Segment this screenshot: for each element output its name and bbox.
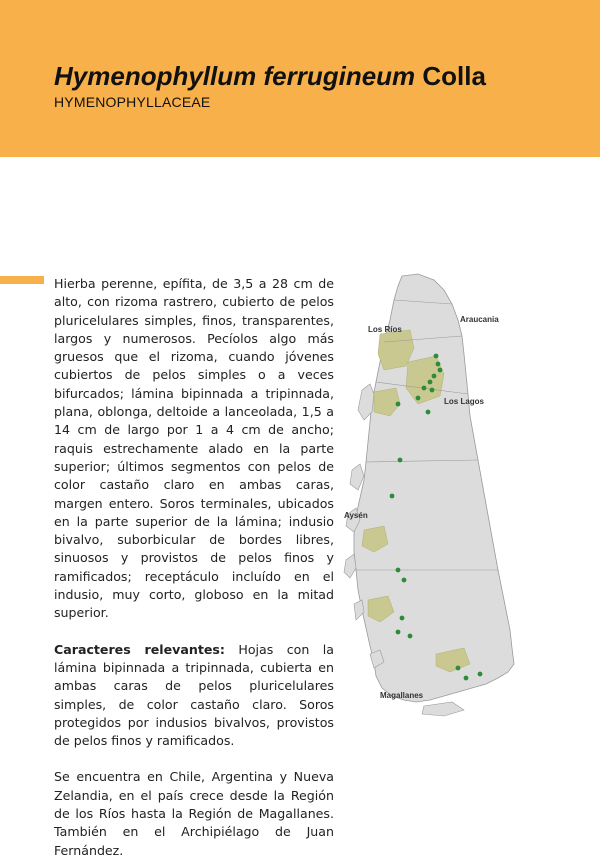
map-label-araucania: Araucania [460, 315, 499, 324]
header-band [0, 0, 600, 157]
page-title [54, 60, 486, 92]
section-accent-bar [0, 276, 44, 284]
distribution-map [340, 270, 520, 720]
species-name: Hymenophyllum ferrugineum [54, 61, 416, 91]
relevant-characters-text: Hojas con la lámina bipinnada a tripinnada, cubierta en ambas caras de pelos pluricelulares simples, de color castaño claro. Soros protegidos por indusios bivalvos, provistos de pelos finos y ramificados. [54, 641, 334, 749]
relevant-characters-paragraph [54, 641, 334, 751]
family-name: HYMENOPHYLLACEAE [54, 94, 211, 110]
description-column [54, 275, 334, 860]
map-label-aysen: Aysén [344, 511, 368, 520]
map-label-los-rios: Los Ríos [368, 325, 402, 334]
map-label-magallanes: Magallanes [380, 691, 424, 700]
relevant-characters-label: Caracteres relevantes: [54, 641, 225, 657]
distribution-paragraph: Se encuentra en Chile, Argentina y Nueva Zelandia, en el país crece desde la Región de los Ríos hasta la Región de Magallanes. También en el Archipiélago de Juan Fernández. [54, 769, 334, 858]
map-svg [340, 270, 520, 720]
description-paragraph: Hierba perenne, epífita, de 3,5 a 28 cm de alto, con rizoma rastrero, cubierto de pelos pluricelulares simples, finos, transparentes, largos y numerosos. Pecíolos algo más gruesos que el rizoma, cuando jóvenes cubiertos de pelos simples o a veces bifurcados; lámina bipinnada a tripinnada, plana, oblonga, deltoide a lanceolada, 1,5 a 14 cm de largo por 1 a 4 cm de ancho; raquis estrechamente alado en la parte superior; últimos segmentos con pelos de color castaño claro en ambas caras, margen entero. Soros terminales, ubicados en la parte superior de la lámina; indusio bivalvo, suborbicular de bordes libres, sinuosos y provistos de pelos finos y ramificados; receptáculo incluído en el indusio, muy corto, globoso en la mitad superior. [54, 276, 334, 621]
map-label-los-lagos: Los Lagos [444, 397, 485, 406]
species-author: Colla [422, 61, 486, 91]
